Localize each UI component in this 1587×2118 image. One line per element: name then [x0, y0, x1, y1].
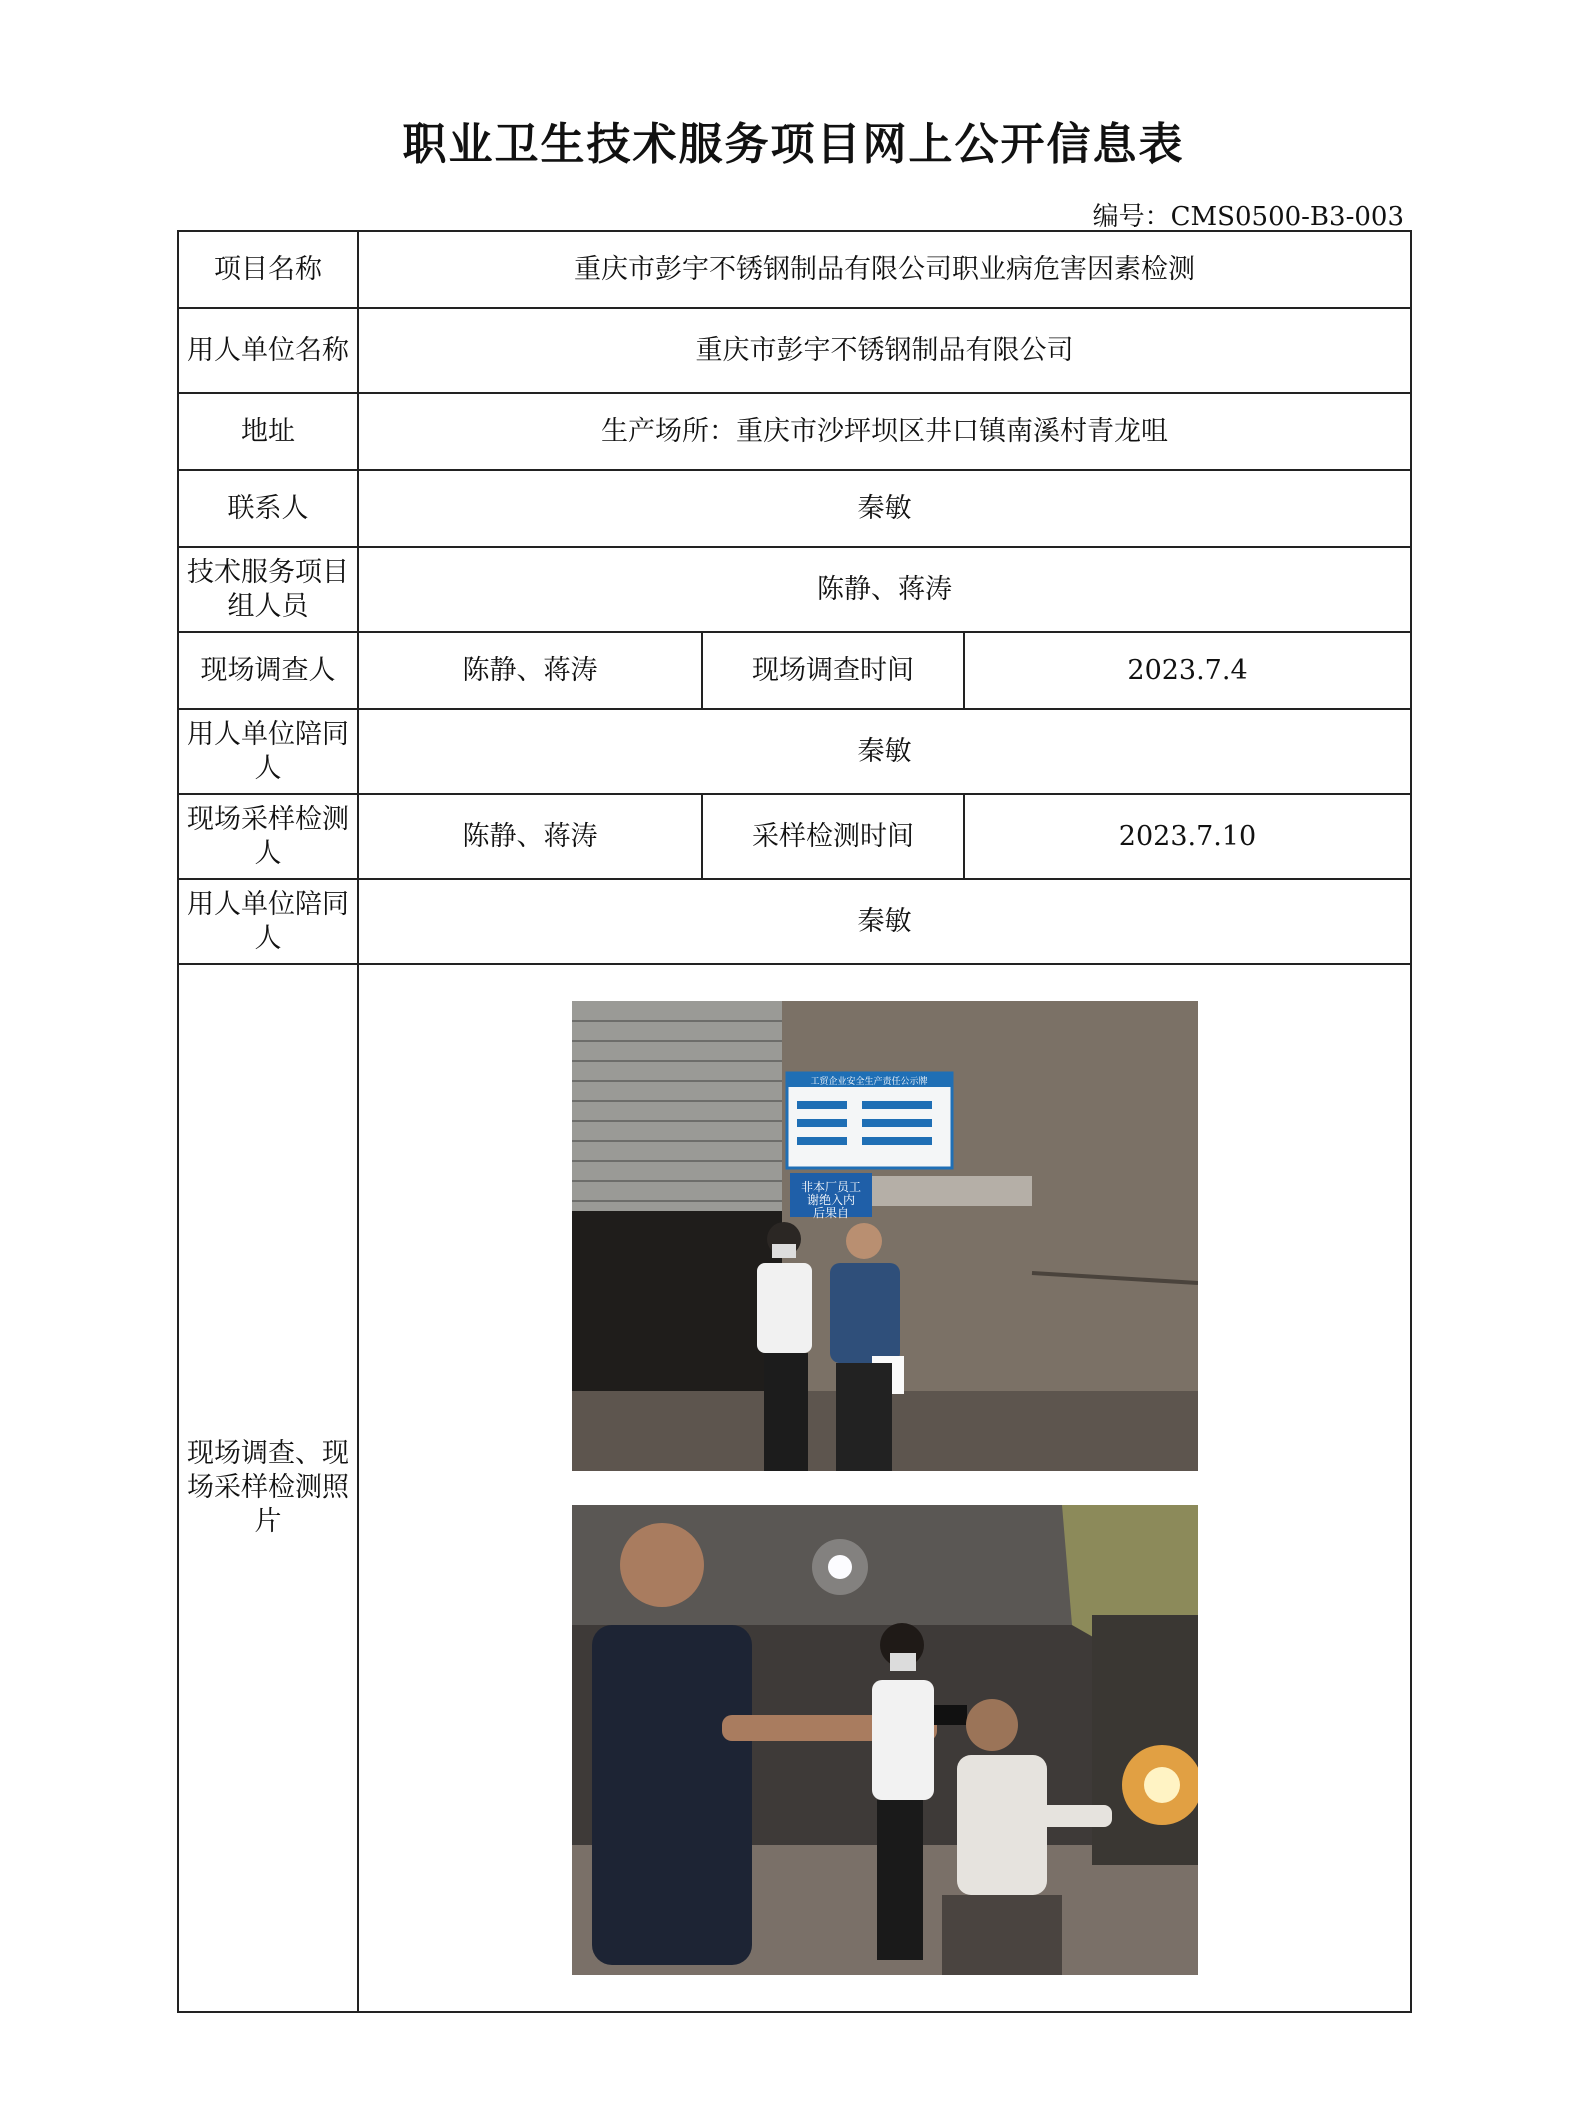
page-title: 职业卫生技术服务项目网上公开信息表 [402, 119, 1185, 170]
sign-notice: 非本厂员工谢绝入内后果自 [800, 1180, 861, 1220]
info-table [177, 230, 1412, 2013]
survey-photo [572, 1001, 1198, 1471]
label-survey-time: 现场调查时间 [702, 632, 964, 709]
row-team [178, 547, 1411, 632]
value-team: 陈静、蒋涛 [358, 547, 1411, 632]
label-accompany-1: 用人单位陪同人 [178, 709, 358, 794]
label-accompany-2: 用人单位陪同人 [178, 879, 358, 964]
label-survey: 现场调查人 [178, 632, 358, 709]
document-number: 编号：CMS0500-B3-003 [1092, 202, 1404, 232]
label-project-name: 项目名称 [178, 231, 358, 308]
row-sampling [178, 794, 1411, 879]
row-survey [178, 632, 1411, 709]
value-contact: 秦敏 [358, 470, 1411, 547]
label-contact: 联系人 [178, 470, 358, 547]
value-project-name: 重庆市彭宇不锈钢制品有限公司职业病危害因素检测 [358, 231, 1411, 308]
row-address [178, 393, 1411, 470]
label-address: 地址 [178, 393, 358, 470]
row-contact [178, 470, 1411, 547]
label-team: 技术服务项目组人员 [178, 547, 358, 632]
value-accompany-1: 秦敏 [358, 709, 1411, 794]
row-employer [178, 308, 1411, 393]
value-survey: 陈静、蒋涛 [358, 632, 702, 709]
value-sampling-time: 2023.7.10 [964, 794, 1411, 879]
row-photos [178, 964, 1411, 2012]
label-sampling-time: 采样检测时间 [702, 794, 964, 879]
value-accompany-2: 秦敏 [358, 879, 1411, 964]
label-photos: 现场调查、现场采样检测照片 [178, 964, 358, 2012]
row-accompany-2 [178, 879, 1411, 964]
label-employer: 用人单位名称 [178, 308, 358, 393]
value-survey-time: 2023.7.4 [964, 632, 1411, 709]
label-sampling: 现场采样检测人 [178, 794, 358, 879]
value-employer: 重庆市彭宇不锈钢制品有限公司 [358, 308, 1411, 393]
photos-cell [358, 964, 1411, 2012]
sign-title: 工贸企业安全生产责任公示牌 [810, 1077, 928, 1087]
value-address: 生产场所：重庆市沙坪坝区井口镇南溪村青龙咀 [358, 393, 1411, 470]
row-project-name [178, 231, 1411, 308]
row-accompany-1 [178, 709, 1411, 794]
value-sampling: 陈静、蒋涛 [358, 794, 702, 879]
sampling-photo [572, 1505, 1198, 1975]
